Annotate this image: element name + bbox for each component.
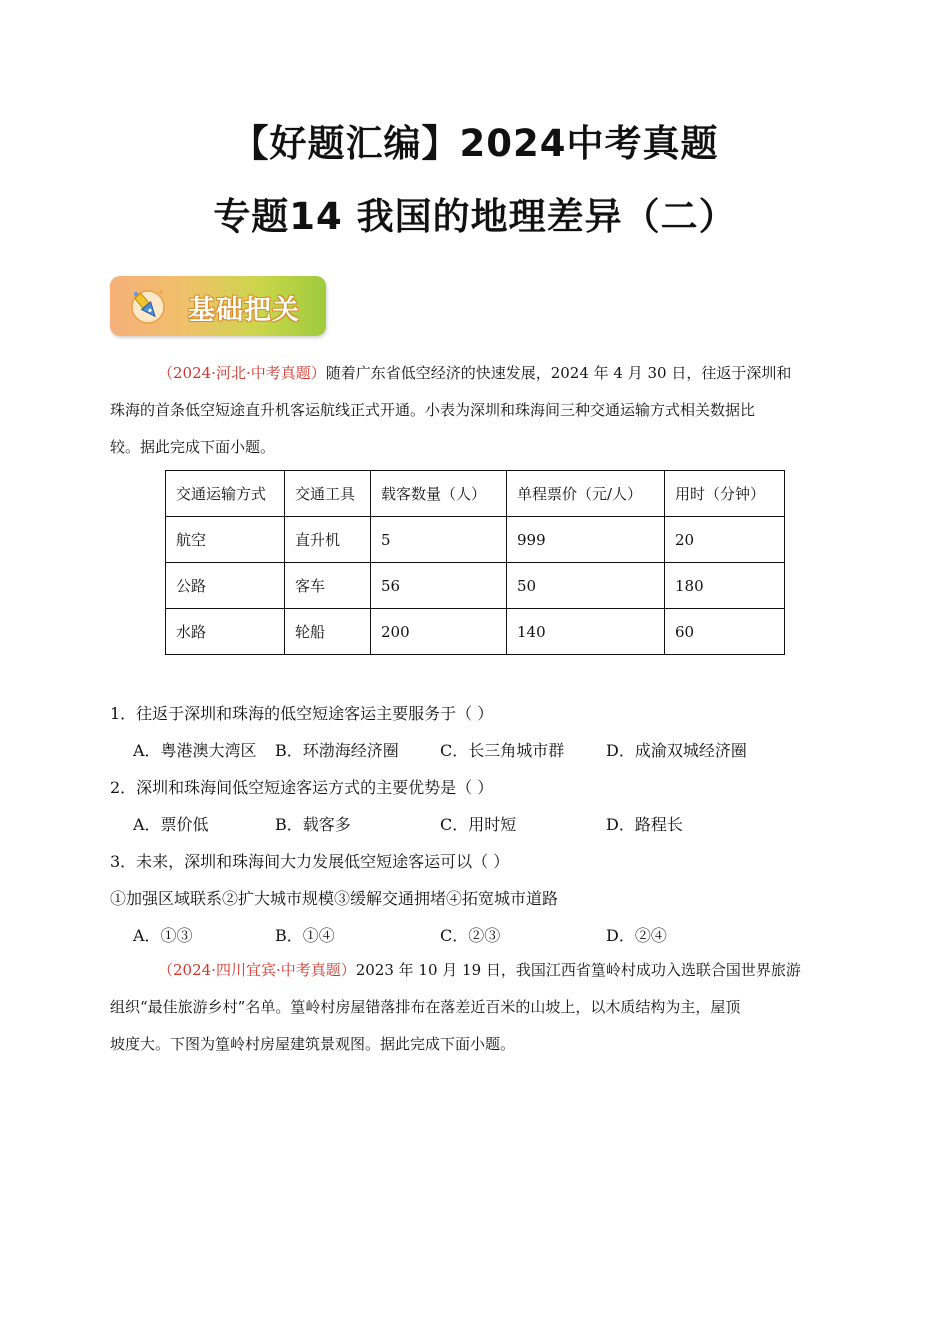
table-header-cell: 交通工具: [285, 471, 371, 517]
table-cell: 航空: [166, 517, 285, 563]
table-row: [166, 517, 785, 563]
transport-comparison-table: [165, 470, 785, 655]
question-3-option-a[interactable]: A．①③: [133, 926, 193, 945]
question-2-option-a[interactable]: A．票价低: [133, 815, 209, 834]
passage-2-line2: 组织“最佳旅游乡村”名单。篁岭村房屋错落排布在落差近百米的山坡上，以木质结构为主，屋顶: [110, 998, 741, 1016]
question-2-stem: 2．深圳和珠海间低空短途客运方式的主要优势是（ ）: [110, 778, 494, 797]
section-banner-label: 基础把关: [188, 295, 300, 326]
passage-1-source: （2024·河北·中考真题）: [158, 364, 326, 382]
table-header-cell: 交通运输方式: [166, 471, 285, 517]
passage-2-source: （2024·四川宜宾·中考真题）: [158, 961, 356, 979]
passage-1-line2: 珠海的首条低空短途直升机客运航线正式开通。小表为深圳和珠海间三种交通运输方式相关数据比: [110, 401, 756, 419]
passage-2-line3: 坡度大。下图为篁岭村房屋建筑景观图。据此完成下面小题。: [110, 1035, 516, 1053]
table-header-row: [166, 471, 785, 517]
question-1-option-c[interactable]: C．长三角城市群: [440, 741, 565, 760]
question-1-stem: 1．往返于深圳和珠海的低空短途客运主要服务于（ ）: [110, 704, 494, 723]
passage-2-line1: 2023 年 10 月 19 日，我国江西省篁岭村成功入选联合国世界旅游: [355, 961, 801, 979]
table-cell: 60: [665, 609, 785, 655]
table-row: [166, 563, 785, 609]
table-cell: 水路: [166, 609, 285, 655]
table-row: [166, 609, 785, 655]
table-cell: 140: [507, 609, 665, 655]
question-3-option-c[interactable]: C．②③: [440, 926, 501, 945]
table-header-cell: 单程票价（元/人）: [507, 471, 665, 517]
table-cell: 200: [371, 609, 507, 655]
table-cell: 56: [371, 563, 507, 609]
table-cell: 公路: [166, 563, 285, 609]
question-1-option-a[interactable]: A．粤港澳大湾区: [133, 741, 257, 760]
section-banner: [110, 276, 326, 336]
question-3-stem: 3．未来，深圳和珠海间大力发展低空短途客运可以（ ）: [110, 852, 510, 871]
table-cell: 轮船: [285, 609, 371, 655]
passage-1-line3: 较。据此完成下面小题。: [110, 438, 276, 456]
pen-nib-icon: [128, 286, 168, 326]
question-2-option-c[interactable]: C．用时短: [440, 815, 517, 834]
question-1-option-d[interactable]: D．成渝双城经济圈: [606, 741, 747, 760]
table-cell: 直升机: [285, 517, 371, 563]
question-3-statements: ①加强区域联系②扩大城市规模③缓解交通拥堵④拓宽城市道路: [110, 889, 559, 908]
table-cell: 50: [507, 563, 665, 609]
page-title-line1: 【好题汇编】2024中考真题: [231, 122, 719, 165]
table-cell: 20: [665, 517, 785, 563]
question-2-option-d[interactable]: D．路程长: [606, 815, 683, 834]
table-cell: 5: [371, 517, 507, 563]
page-title-line2: 专题14 我国的地理差异（二）: [213, 195, 737, 238]
question-1-option-b[interactable]: B．环渤海经济圈: [275, 741, 399, 760]
question-3-option-b[interactable]: B．①④: [275, 926, 335, 945]
table-cell: 180: [665, 563, 785, 609]
table-header-cell: 用时（分钟）: [665, 471, 785, 517]
table-cell: 客车: [285, 563, 371, 609]
question-3-option-d[interactable]: D．②④: [606, 926, 667, 945]
question-2-option-b[interactable]: B．载客多: [275, 815, 351, 834]
table-header-cell: 载客数量（人）: [371, 471, 507, 517]
table-cell: 999: [507, 517, 665, 563]
passage-1-line1: 随着广东省低空经济的快速发展，2024 年 4 月 30 日，往返于深圳和: [325, 364, 792, 382]
